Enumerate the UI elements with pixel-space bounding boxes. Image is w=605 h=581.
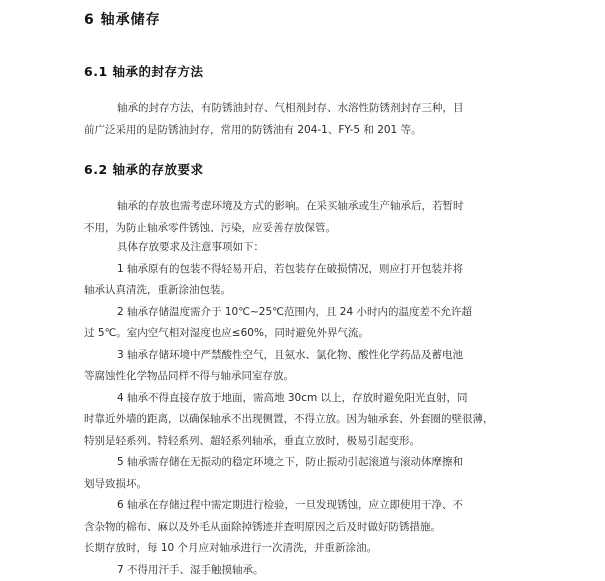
list-item-3-line: 等腐蚀性化学物品同样不得与轴承同室存放。 — [84, 366, 604, 388]
list-intro: 具体存放要求及注意事项如下： — [84, 237, 604, 259]
paragraph-line: 轴承的封存方法，有防锈油封存、气相剂封存、水溶性防锈剂封存三种，目 — [117, 98, 605, 120]
list-item-5-line: 5 轴承需存储在无振动的稳定环境之下，防止振动引起滚道与滚动体摩擦和 — [84, 452, 604, 474]
section-heading-6-1: 6.1 轴承的封存方法 — [84, 62, 204, 80]
list-item-4-line: 特别是轻系列、特轻系列、超轻系列轴承，垂直立放时，极易引起变形。 — [84, 431, 604, 453]
list-item-1-line: 轴承认真清洗，重新涂油包装。 — [84, 280, 604, 302]
chapter-heading: 6 轴承储存 — [84, 9, 161, 29]
list-item-1-line: 1 轴承原有的包装不得轻易开启，若包装存在破损情况，则应打开包装并将 — [84, 259, 604, 281]
list-item-7-line: 7 不得用汗手、湿手触摸轴承。 — [84, 560, 604, 581]
list-item-6-line: 6 轴承在存储过程中需定期进行检验，一旦发现锈蚀，应立即使用干净、不 — [84, 495, 604, 517]
section-6-1-paragraph — [84, 98, 605, 141]
section-heading-6-2: 6.2 轴承的存放要求 — [84, 160, 204, 178]
storage-requirements-list — [84, 237, 604, 581]
list-item-6-line: 含杂物的棉布、麻以及外毛从面除掉锈迹并查明原因之后及时做好防锈措施。 — [84, 517, 604, 539]
paragraph-line: 不用，为防止轴承零件锈蚀、污染，应妥善存放保管。 — [84, 218, 604, 240]
list-item-5-line: 划导致损坏。 — [84, 474, 604, 496]
list-item-2-line: 2 轴承存储温度需介于 10℃~25℃范围内，且 24 小时内的温度差不允许超 — [84, 302, 604, 324]
list-item-4-line: 4 轴承不得直接存放于地面，需高地 30cm 以上，存放时避免阳光直射，同 — [84, 388, 604, 410]
list-item-2-line: 过 5℃。室内空气相对湿度也应≤60%，同时避免外界气流。 — [84, 323, 604, 345]
list-item-4-line: 时靠近外墙的距离，以确保轴承不出现侧置，不得立放。因为轴承套、外套圈的壁很薄， — [84, 409, 604, 431]
paragraph-line: 轴承的存放也需考虑环境及方式的影响。在采买轴承或生产轴承后，若暂时 — [84, 196, 604, 218]
list-item-6-line: 长期存放时，每 10 个月应对轴承进行一次清洗，并重新涂油。 — [84, 538, 604, 560]
paragraph-line: 前广泛采用的是防锈油封存，常用的防锈油有 204-1、FY-5 和 201 等。 — [84, 120, 605, 142]
list-item-3-line: 3 轴承存储环境中严禁酸性空气，且氨水、氯化物、酸性化学药品及蓄电池 — [84, 345, 604, 367]
section-6-2-paragraph — [84, 196, 604, 239]
